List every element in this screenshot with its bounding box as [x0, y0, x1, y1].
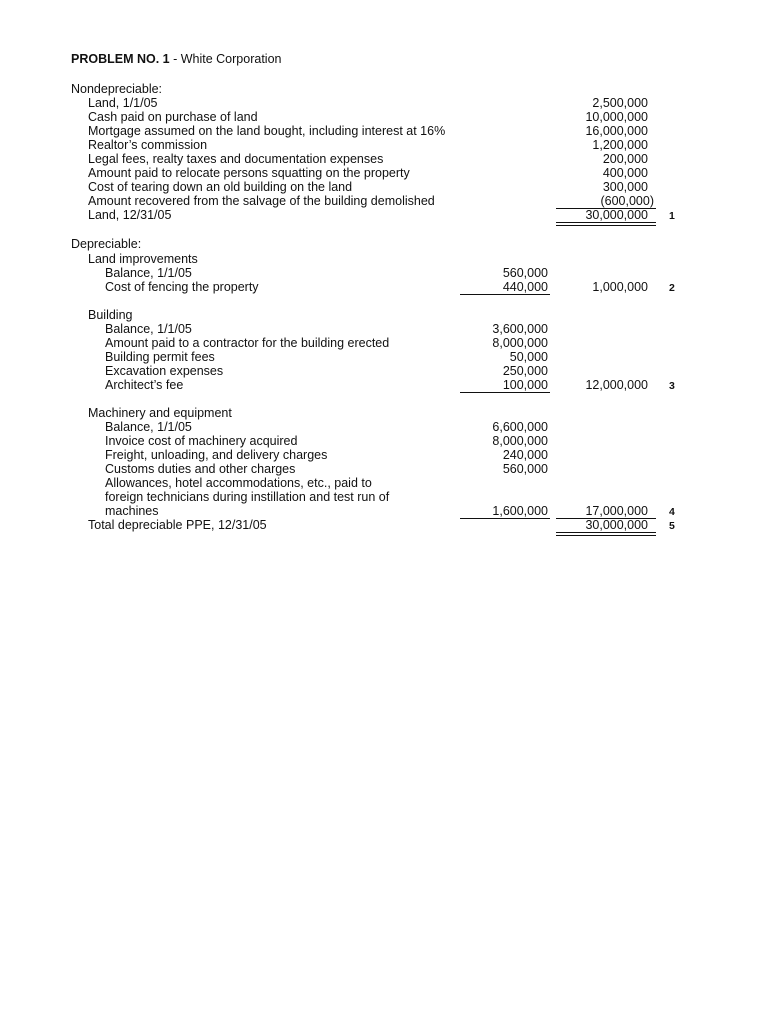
bldg-excavation-label: Excavation expenses — [105, 364, 224, 378]
bldg-contractor-amount: 8,000,000 — [492, 336, 548, 350]
mach-allowances-line3: machines — [105, 504, 159, 518]
subtotal-rule — [460, 294, 550, 295]
realtor-amount: 1,200,000 — [592, 138, 648, 152]
bldg-contractor-label: Amount paid to a contractor for the building erected — [105, 336, 390, 350]
mach-invoice-label: Invoice cost of machinery acquired — [105, 434, 298, 448]
land-improvements-heading: Land improvements — [88, 252, 198, 266]
mortgage-amount: 16,000,000 — [585, 124, 648, 138]
subtotal-rule — [460, 518, 550, 519]
problem-number: PROBLEM NO. 1 — [71, 52, 170, 66]
total-marker: 4 — [669, 506, 675, 518]
tearing-down-amount: 300,000 — [602, 180, 648, 194]
total-marker: 1 — [669, 210, 675, 222]
tearing-down-label: Cost of tearing down an old building on the land — [88, 180, 353, 194]
total-marker: 3 — [669, 380, 675, 392]
bldg-permit-amount: 50,000 — [509, 350, 548, 364]
li-fencing-label: Cost of fencing the property — [105, 280, 259, 294]
machinery-heading: Machinery and equipment — [88, 406, 232, 420]
total-marker: 5 — [669, 520, 675, 532]
mach-customs-label: Customs duties and other charges — [105, 462, 296, 476]
bldg-architect-label: Architect’s fee — [105, 378, 184, 392]
cash-paid-label: Cash paid on purchase of land — [88, 110, 258, 124]
bldg-balance-amount: 3,600,000 — [492, 322, 548, 336]
land-total-amount: 30,000,000 — [585, 208, 648, 222]
mach-balance-amount: 6,600,000 — [492, 420, 548, 434]
li-total-amount: 1,000,000 — [592, 280, 648, 294]
bldg-excavation-amount: 250,000 — [502, 364, 548, 378]
relocate-label: Amount paid to relocate persons squatting on the property — [88, 166, 410, 180]
legal-fees-amount: 200,000 — [602, 152, 648, 166]
bldg-permit-label: Building permit fees — [105, 350, 215, 364]
mach-freight-label: Freight, unloading, and delivery charges — [105, 448, 328, 462]
mach-total-amount: 17,000,000 — [585, 504, 648, 518]
mach-invoice-amount: 8,000,000 — [492, 434, 548, 448]
bldg-total-amount: 12,000,000 — [585, 378, 648, 392]
salvage-label: Amount recovered from the salvage of the building demolished — [88, 194, 435, 208]
total-depreciable-amount: 30,000,000 — [585, 518, 648, 532]
salvage-amount: (600,000) — [600, 194, 654, 208]
mach-balance-label: Balance, 1/1/05 — [105, 420, 192, 434]
total-depreciable-label: Total depreciable PPE, 12/31/05 — [88, 518, 267, 532]
building-heading: Building — [88, 308, 133, 322]
total-marker: 2 — [669, 282, 675, 294]
double-underline — [556, 532, 656, 536]
cash-paid-amount: 10,000,000 — [585, 110, 648, 124]
mortgage-label: Mortgage assumed on the land bought, including interest at 16% — [88, 124, 446, 138]
subtotal-rule — [460, 392, 550, 393]
mach-allowances-line1: Allowances, hotel accommodations, etc., paid to — [105, 476, 372, 490]
nondepreciable-heading: Nondepreciable: — [71, 82, 163, 96]
mach-allowances-amount: 1,600,000 — [492, 504, 548, 518]
realtor-label: Realtor’s commission — [88, 138, 208, 152]
double-underline — [556, 222, 656, 226]
mach-freight-amount: 240,000 — [502, 448, 548, 462]
land-row-amount: 2,500,000 — [592, 96, 648, 110]
bldg-architect-amount: 100,000 — [502, 378, 548, 392]
relocate-amount: 400,000 — [602, 166, 648, 180]
land-row-label: Land, 1/1/05 — [88, 96, 158, 110]
mach-customs-amount: 560,000 — [502, 462, 548, 476]
company-name: - White Corporation — [169, 52, 282, 66]
depreciable-heading: Depreciable: — [71, 237, 142, 251]
li-balance-amount: 560,000 — [502, 266, 548, 280]
bldg-balance-label: Balance, 1/1/05 — [105, 322, 192, 336]
li-fencing-amount: 440,000 — [502, 280, 548, 294]
land-total-label: Land, 12/31/05 — [88, 208, 172, 222]
mach-allowances-line2: foreign technicians during instillation and test run of — [105, 490, 390, 504]
li-balance-label: Balance, 1/1/05 — [105, 266, 192, 280]
legal-fees-label: Legal fees, realty taxes and documentation expenses — [88, 152, 384, 166]
page-title — [71, 52, 281, 66]
